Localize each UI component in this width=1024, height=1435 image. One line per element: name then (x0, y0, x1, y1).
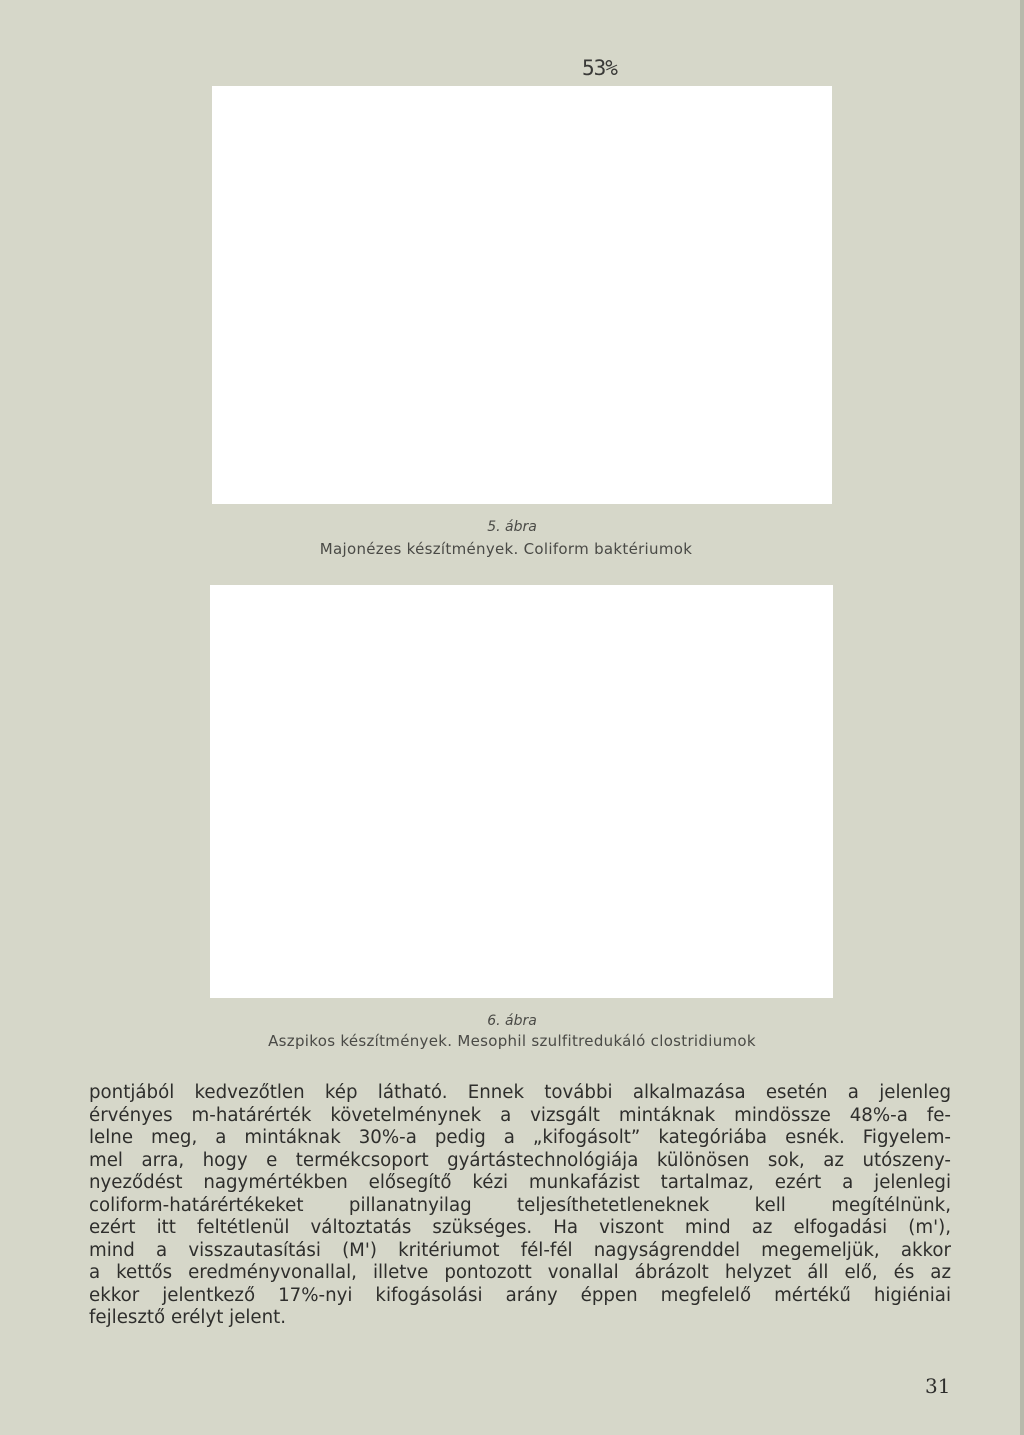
page-number: 31 (925, 1374, 951, 1398)
body-line: mind a visszautasítási (M') kritériumot fél-fél nagyságrenddel megemeljük, akkor (89, 1239, 951, 1261)
body-line: ekkor jelentkező 17%-nyi kifogásolási arány éppen megfelelő mértékű higiéniai (89, 1284, 951, 1306)
body-line: lelne meg, a mintáknak 30%-a pedig a „kifogásolt” kategóriába esnék. Figyelem- (89, 1127, 951, 1148)
body-line: nyeződést nagymértékben elősegítő kézi munkafázist tartalmaz, ezért a jelenlegi (89, 1172, 951, 1193)
figure-5-image (212, 86, 832, 504)
body-paragraph (89, 1082, 951, 1330)
body-line: fejlesztő erélyt jelent. (89, 1307, 287, 1328)
figure-6-caption: Aszpikos készítmények. Mesophil szulfitredukáló clostridiumok (268, 1032, 756, 1050)
body-line: a kettős eredményvonallal, illetve pontozott vonallal ábrázolt helyzet áll elő, és az (89, 1262, 951, 1283)
body-line: érvényes m-határérték követelménynek a vizsgált mintáknak mindössze 48%-a fe- (89, 1104, 951, 1126)
page-edge (1020, 0, 1024, 1435)
body-line: coliform-határértékeket pillanatnyilag teljesíthetetleneknek kell megítélnünk, (89, 1194, 951, 1216)
figure-5-number: 5. ábra (487, 519, 537, 535)
handwritten-note: 53% (582, 56, 617, 80)
body-line: pontjából kedvezőtlen kép látható. Ennek további alkalmazása esetén a jelenleg (89, 1082, 951, 1103)
body-line: mel arra, hogy e termékcsoport gyártástechnológiája különösen sok, az utószeny- (89, 1149, 951, 1171)
figure-6-number: 6. ábra (487, 1013, 537, 1029)
figure-5-caption: Majonézes készítmények. Coliform baktériumok (319, 540, 693, 558)
figure-6-image (210, 585, 833, 998)
body-line: ezért itt feltétlenül változtatás szükséges. Ha viszont mind az elfogadási (m'), (89, 1217, 951, 1238)
